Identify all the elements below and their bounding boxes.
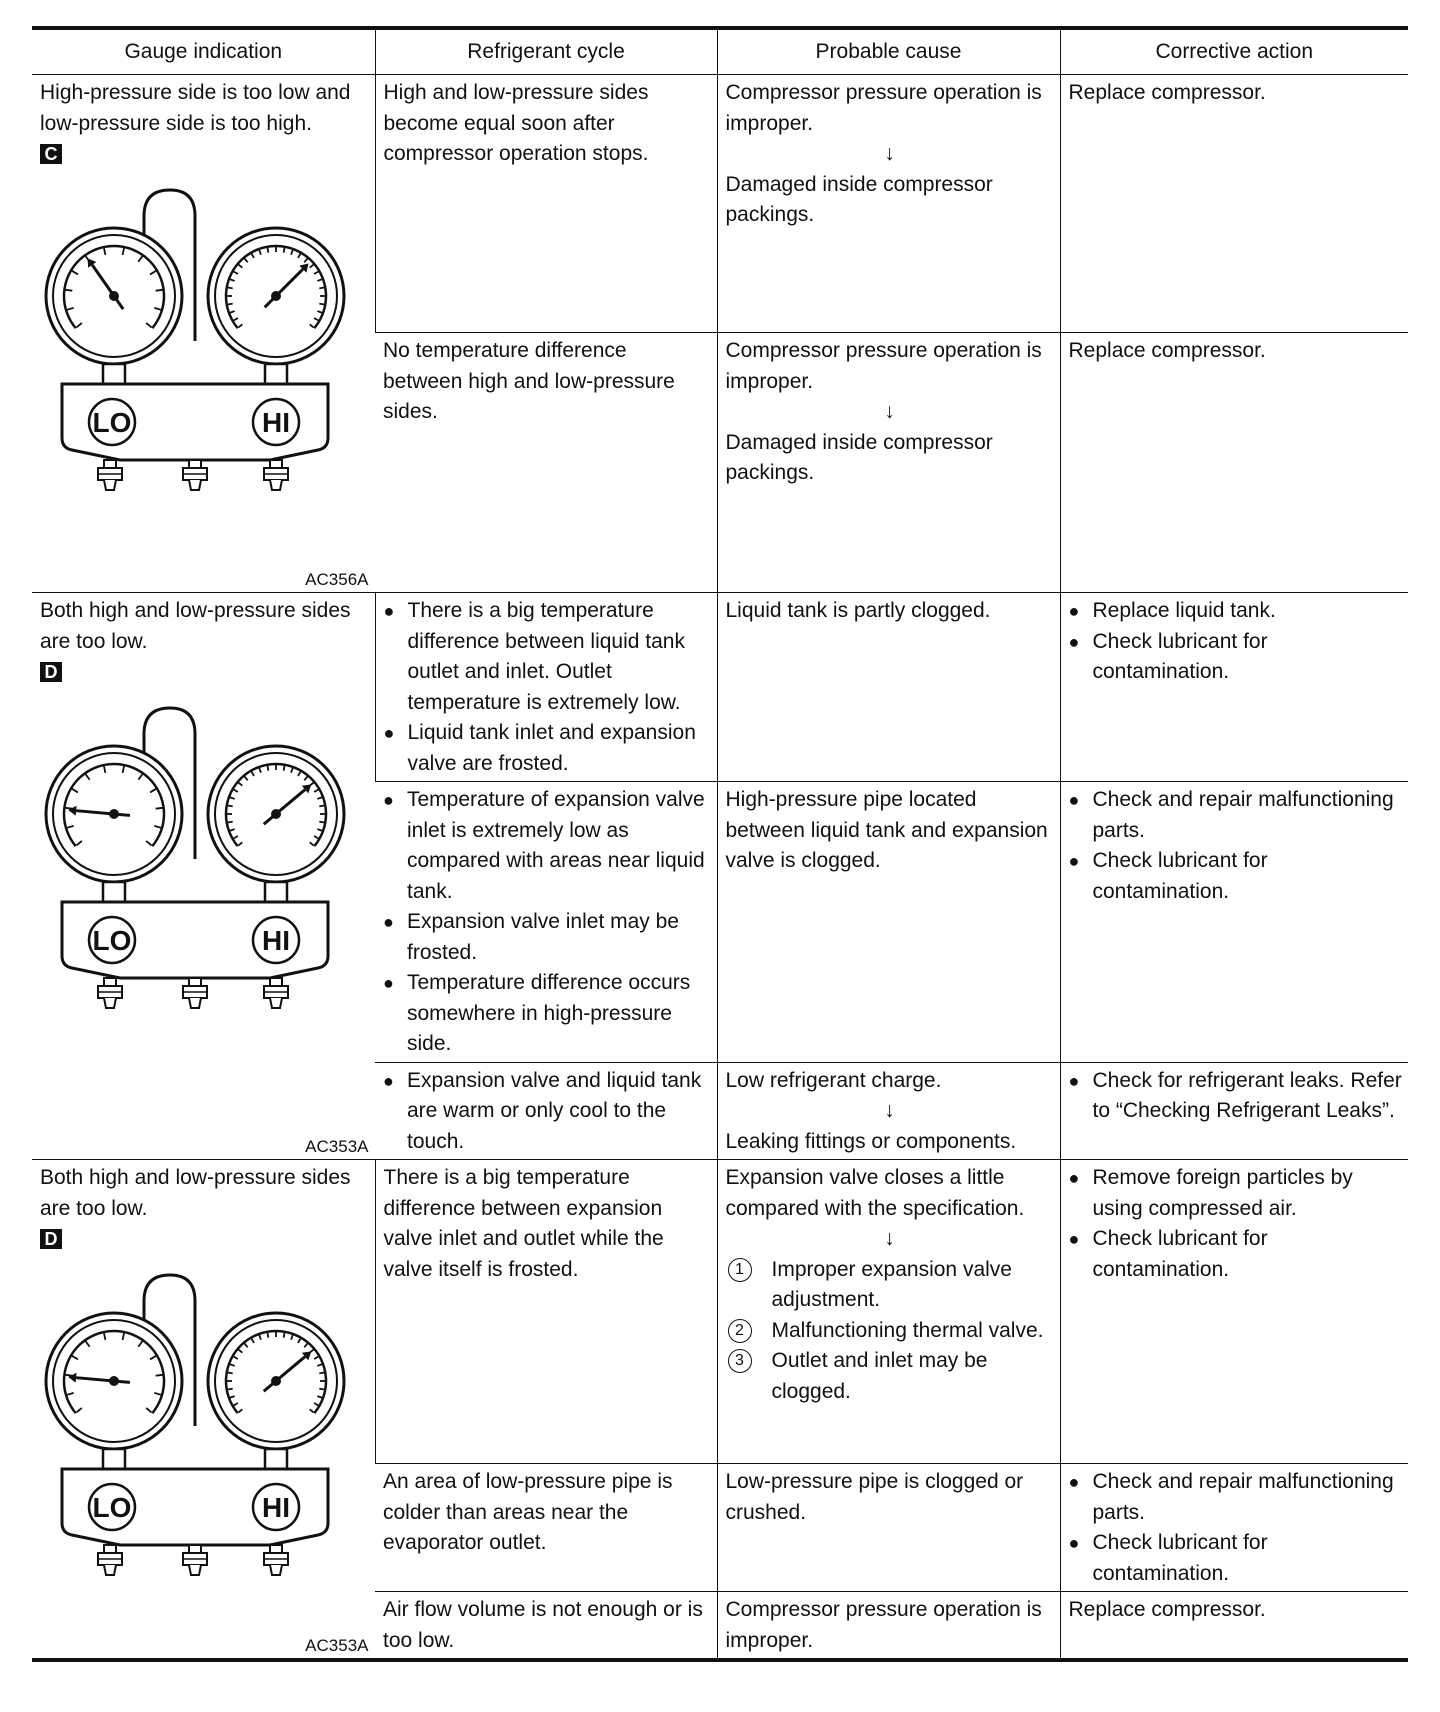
table-row xyxy=(32,1160,1408,1464)
list-item: ● Check lubricant for contamination. xyxy=(1069,846,1403,907)
list-item: 2 Malfunctioning thermal valve. xyxy=(726,1316,1054,1347)
list-item: ● Expansion valve and liquid tank are warm or only cool to the touch. xyxy=(383,1066,711,1158)
fitting-icon xyxy=(98,1545,122,1575)
list-item: ● Liquid tank inlet and expansion valve are frosted. xyxy=(384,718,711,779)
cause-text: Compressor pressure operation is improper. xyxy=(725,81,1042,135)
down-arrow-icon: ↓ xyxy=(884,142,895,165)
refrigerant-cycle-cell xyxy=(375,1062,717,1160)
list-item: 1 Improper expansion valve adjustment. xyxy=(726,1255,1054,1316)
cause-text: Leaking fittings or components. xyxy=(725,1129,1017,1153)
corrective-action-cell xyxy=(1060,782,1408,1063)
cause-text: Damaged inside compressor packings. xyxy=(725,430,993,484)
cause-text: Damaged inside compressor packings. xyxy=(725,172,993,226)
table-row xyxy=(32,593,1408,782)
gauge-manifold-illustration xyxy=(40,694,350,1014)
troubleshooting-document xyxy=(32,26,1408,1662)
probable-cause-cell xyxy=(717,333,1060,593)
corrective-action-cell xyxy=(1060,593,1408,782)
hi-gauge-icon xyxy=(208,228,344,384)
down-arrow-icon: ↓ xyxy=(884,400,895,423)
corrective-action-cell xyxy=(1060,1464,1408,1592)
hi-label: HI xyxy=(262,406,290,438)
list-item: ● Check lubricant for contamination. xyxy=(1069,1528,1403,1589)
list-item: ● Check lubricant for contamination. xyxy=(1069,627,1403,688)
cause-text: Expansion valve closes a little compared with the specification. xyxy=(725,1166,1025,1220)
corrective-action-cell: Replace compressor. xyxy=(1060,1592,1408,1661)
header-corrective-action: Corrective action xyxy=(1060,28,1408,75)
hi-label: HI xyxy=(262,924,290,956)
header-probable-cause: Probable cause xyxy=(717,28,1060,75)
figure-code: AC356A xyxy=(305,570,369,589)
lo-label: LO xyxy=(92,406,132,438)
list-item: ● Expansion valve inlet may be frosted. xyxy=(383,907,711,968)
cause-text: Compressor pressure operation is improper. xyxy=(725,339,1042,393)
list-item: ● Temperature of expansion valve inlet is extremely low as compared with areas near liquid tank. xyxy=(383,785,711,907)
fitting-icon xyxy=(98,978,122,1008)
fitting-icon xyxy=(183,1545,207,1575)
fitting-icon xyxy=(98,460,122,490)
case-letter-badge: C xyxy=(40,144,62,164)
case-letter-badge: D xyxy=(40,1229,62,1249)
list-item: ● Check and repair malfunctioning parts. xyxy=(1069,785,1403,846)
probable-cause-cell: Compressor pressure operation is improper. xyxy=(717,1592,1060,1661)
corrective-action-cell: Replace compressor. xyxy=(1060,333,1408,593)
circled-number-icon: 1 xyxy=(728,1258,752,1282)
figure-code: AC353A xyxy=(305,1636,369,1655)
hi-gauge-icon xyxy=(208,746,344,902)
corrective-action-cell xyxy=(1060,1062,1408,1160)
circled-number-icon: 2 xyxy=(728,1319,752,1343)
hi-label: HI xyxy=(262,1491,290,1523)
refrigerant-cycle-cell: No temperature difference between high and low-pressure sides. xyxy=(375,333,717,593)
lo-label: LO xyxy=(92,924,132,956)
gauge-indication-text: Both high and low-pressure sides are too low. xyxy=(40,599,351,653)
cause-text: Low refrigerant charge. xyxy=(725,1068,942,1092)
table-row xyxy=(32,75,1408,333)
fitting-icon xyxy=(183,978,207,1008)
gauge-indication-cell xyxy=(32,1160,375,1661)
gauge-diagnosis-table xyxy=(32,26,1408,1662)
refrigerant-cycle-cell: High and low-pressure sides become equal soon after compressor operation stops. xyxy=(375,75,717,333)
case-letter-badge: D xyxy=(40,662,62,682)
refrigerant-cycle-cell: There is a big temperature difference between expansion valve inlet and outlet while the valve itself is frosted. xyxy=(375,1160,717,1464)
list-item: ● Remove foreign particles by using compressed air. xyxy=(1069,1163,1403,1224)
corrective-action-cell xyxy=(1060,1160,1408,1464)
fitting-icon xyxy=(183,460,207,490)
probable-cause-cell xyxy=(717,1160,1060,1464)
down-arrow-icon: ↓ xyxy=(884,1227,895,1250)
lo-gauge-icon xyxy=(46,1313,182,1469)
list-item: ● Check for refrigerant leaks. Refer to “Checking Refrigerant Leaks”. xyxy=(1069,1066,1403,1127)
hi-gauge-icon xyxy=(208,1313,344,1469)
gauge-indication-text: High-pressure side is too low and low-pressure side is too high. xyxy=(40,81,351,135)
probable-cause-cell: Low-pressure pipe is clogged or crushed. xyxy=(717,1464,1060,1592)
fitting-icon xyxy=(264,1545,288,1575)
header-refrigerant-cycle: Refrigerant cycle xyxy=(375,28,717,75)
probable-cause-cell xyxy=(717,75,1060,333)
list-item: ● There is a big temperature difference between liquid tank outlet and inlet. Outlet temperature is extremely low. xyxy=(384,596,711,718)
refrigerant-cycle-cell xyxy=(375,782,717,1063)
probable-cause-cell: High-pressure pipe located between liquid tank and expansion valve is clogged. xyxy=(717,782,1060,1063)
refrigerant-cycle-cell xyxy=(375,593,717,782)
gauge-indication-cell xyxy=(32,593,375,1160)
lo-gauge-icon xyxy=(46,228,182,384)
gauge-indication-cell xyxy=(32,75,375,593)
lo-gauge-icon xyxy=(46,746,182,902)
list-item: ● Temperature difference occurs somewhere in high-pressure side. xyxy=(383,968,711,1060)
lo-label: LO xyxy=(92,1491,132,1523)
list-item: 3 Outlet and inlet may be clogged. xyxy=(726,1346,1054,1407)
header-row xyxy=(32,28,1408,75)
gauge-manifold-illustration xyxy=(40,1261,350,1581)
probable-cause-cell: Liquid tank is partly clogged. xyxy=(717,593,1060,782)
list-item: ● Check and repair malfunctioning parts. xyxy=(1069,1467,1403,1528)
down-arrow-icon: ↓ xyxy=(884,1099,895,1122)
refrigerant-cycle-cell: An area of low-pressure pipe is colder than areas near the evaporator outlet. xyxy=(375,1464,717,1592)
corrective-action-cell: Replace compressor. xyxy=(1060,75,1408,333)
circled-number-icon: 3 xyxy=(728,1349,752,1373)
fitting-icon xyxy=(264,978,288,1008)
probable-cause-cell xyxy=(717,1062,1060,1160)
refrigerant-cycle-cell: Air flow volume is not enough or is too low. xyxy=(375,1592,717,1661)
list-item: ● Check lubricant for contamination. xyxy=(1069,1224,1403,1285)
header-gauge-indication: Gauge indication xyxy=(32,28,375,75)
gauge-manifold-illustration xyxy=(40,176,350,496)
gauge-indication-text: Both high and low-pressure sides are too low. xyxy=(40,1166,351,1220)
list-item: ● Replace liquid tank. xyxy=(1069,596,1403,627)
fitting-icon xyxy=(264,460,288,490)
figure-code: AC353A xyxy=(305,1137,369,1156)
